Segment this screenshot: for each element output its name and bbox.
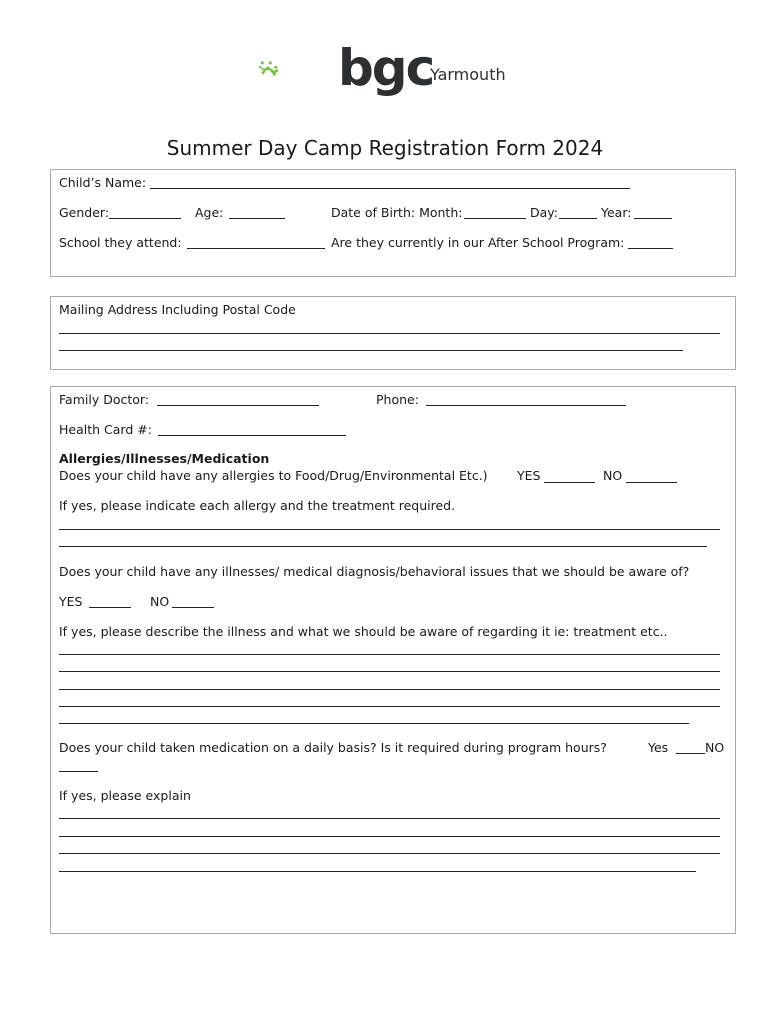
logo-location: Yarmouth: [430, 65, 506, 84]
dob-day-field[interactable]: [559, 218, 597, 219]
medication-detail-line-1[interactable]: [59, 818, 720, 819]
gender-field[interactable]: [109, 218, 181, 219]
illness-detail-line-2[interactable]: [59, 671, 720, 672]
family-doctor-label: Family Doctor:: [59, 392, 150, 407]
age-label: Age:: [195, 205, 224, 220]
phone-field[interactable]: [426, 405, 626, 406]
medication-detail-line-4[interactable]: [59, 871, 696, 872]
school-field[interactable]: [187, 248, 325, 249]
health-card-field[interactable]: [158, 435, 346, 436]
mailing-address-line-1[interactable]: [59, 333, 720, 334]
dob-month-field[interactable]: [464, 218, 526, 219]
illness-no-field[interactable]: [172, 607, 214, 608]
after-school-label: Are they currently in our After School Program:: [331, 235, 625, 250]
medication-yes-label: Yes: [648, 740, 669, 755]
medication-followup: If yes, please explain: [59, 788, 191, 803]
age-field[interactable]: [229, 218, 285, 219]
medication-no-label: NO: [705, 740, 725, 755]
year-label: Year:: [601, 205, 632, 220]
dob-label: Date of Birth: Month:: [331, 205, 463, 220]
illness-no-label: NO: [150, 594, 170, 609]
medication-yes-field[interactable]: [676, 753, 705, 754]
illness-detail-line-5[interactable]: [59, 723, 689, 724]
bgc-figures-logo-icon: [258, 40, 338, 100]
childs-name-field[interactable]: [150, 188, 630, 189]
illness-detail-line-3[interactable]: [59, 689, 720, 690]
allergies-heading: Allergies/Illnesses/Medication: [59, 451, 270, 466]
allergy-detail-line-2[interactable]: [59, 546, 707, 547]
logo-wordmark: bgc: [338, 39, 434, 97]
medication-detail-line-2[interactable]: [59, 836, 720, 837]
allergy-no-field[interactable]: [626, 482, 677, 483]
illness-yes-label: YES: [59, 594, 83, 609]
medication-detail-line-3[interactable]: [59, 853, 720, 854]
day-label: Day:: [530, 205, 558, 220]
allergy-no-label: NO: [603, 468, 623, 483]
school-label: School they attend:: [59, 235, 182, 250]
family-doctor-field[interactable]: [157, 405, 319, 406]
child-info-section: [50, 169, 736, 277]
allergy-yes-field[interactable]: [544, 482, 595, 483]
dob-year-field[interactable]: [634, 218, 672, 219]
after-school-field[interactable]: [628, 248, 673, 249]
medication-no-field[interactable]: [59, 771, 98, 772]
illness-detail-line-4[interactable]: [59, 706, 720, 707]
illness-yes-field[interactable]: [89, 607, 131, 608]
illness-question: Does your child have any illnesses/ medical diagnosis/behavioral issues that we should be aware of?: [59, 564, 690, 579]
gender-label: Gender:: [59, 205, 110, 220]
childs-name-label: Child’s Name:: [59, 175, 147, 190]
illness-followup: If yes, please describe the illness and what we should be aware of regarding it ie: treatment etc..: [59, 624, 668, 639]
phone-label: Phone:: [376, 392, 419, 407]
allergy-yes-label: YES: [517, 468, 541, 483]
mailing-address-label: Mailing Address Including Postal Code: [59, 302, 296, 317]
allergy-question: Does your child have any allergies to Food/Drug/Environmental Etc.): [59, 468, 488, 483]
illness-detail-line-1[interactable]: [59, 654, 720, 655]
allergy-followup: If yes, please indicate each allergy and the treatment required.: [59, 498, 456, 513]
allergy-detail-line-1[interactable]: [59, 529, 720, 530]
page-title: Summer Day Camp Registration Form 2024: [166, 136, 604, 160]
health-card-label: Health Card #:: [59, 422, 152, 437]
mailing-address-line-2[interactable]: [59, 350, 683, 351]
medication-question: Does your child taken medication on a daily basis? Is it required during program hours?: [59, 740, 607, 755]
